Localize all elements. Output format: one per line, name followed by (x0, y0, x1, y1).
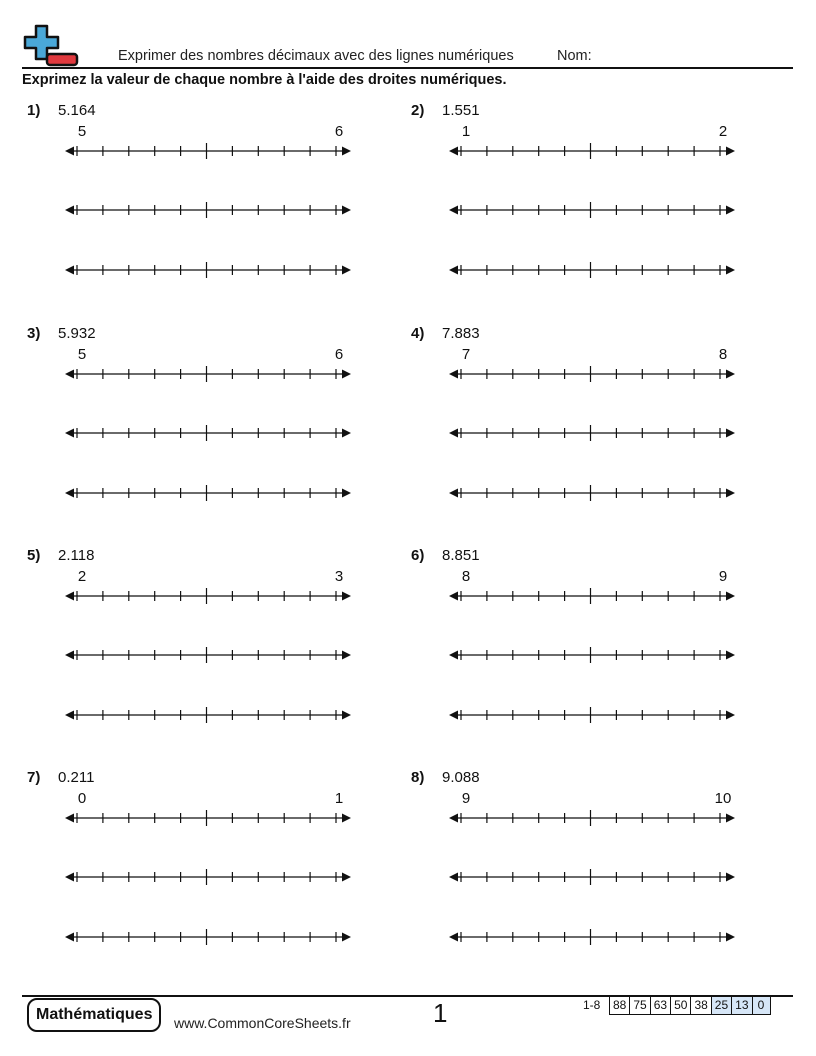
problem-number: 3) (27, 325, 41, 342)
right-arrow-icon (342, 206, 351, 215)
line-end-label: 8 (718, 346, 728, 363)
number-line-blank[interactable] (449, 705, 735, 725)
left-arrow-icon (449, 651, 458, 660)
right-arrow-icon (342, 147, 351, 156)
logo (22, 24, 80, 68)
score-cell: 0 (753, 996, 771, 1015)
line-end-label: 10 (714, 790, 732, 807)
problem-6 (411, 547, 771, 757)
score-cell: 25 (712, 996, 732, 1015)
left-arrow-icon (65, 147, 74, 156)
number-line-blank[interactable] (65, 705, 351, 725)
left-arrow-icon (65, 711, 74, 720)
right-arrow-icon (342, 370, 351, 379)
line-end-label: 6 (334, 123, 344, 140)
right-arrow-icon (726, 651, 735, 660)
left-arrow-icon (449, 489, 458, 498)
right-arrow-icon (342, 711, 351, 720)
right-arrow-icon (342, 592, 351, 601)
number-line-blank[interactable] (449, 200, 735, 220)
right-arrow-icon (726, 489, 735, 498)
number-line-blank[interactable] (449, 483, 735, 503)
left-arrow-icon (65, 489, 74, 498)
left-arrow-icon (449, 592, 458, 601)
number-line-blank[interactable] (65, 645, 351, 665)
problem-number: 4) (411, 325, 425, 342)
number-line-blank[interactable] (65, 483, 351, 503)
left-arrow-icon (65, 873, 74, 882)
right-arrow-icon (726, 873, 735, 882)
score-table (609, 996, 771, 1015)
number-line-blank[interactable] (65, 927, 351, 947)
right-arrow-icon (726, 370, 735, 379)
problem-number: 2) (411, 102, 425, 119)
left-arrow-icon (449, 873, 458, 882)
line-start-label: 1 (461, 123, 471, 140)
left-arrow-icon (65, 592, 74, 601)
line-end-label: 2 (718, 123, 728, 140)
instructions: Exprimez la valeur de chaque nombre à l'aide des droites numériques. (22, 72, 507, 88)
number-line-blank[interactable] (449, 927, 735, 947)
right-arrow-icon (726, 266, 735, 275)
problem-value: 9.088 (442, 769, 480, 786)
problem-2 (411, 102, 771, 312)
problem-value: 8.851 (442, 547, 480, 564)
subject-badge: Mathématiques (27, 998, 161, 1032)
number-line-labeled (449, 808, 735, 828)
score-cell: 13 (732, 996, 752, 1015)
number-line-blank[interactable] (449, 423, 735, 443)
line-end-label: 6 (334, 346, 344, 363)
right-arrow-icon (726, 814, 735, 823)
number-line-labeled (65, 586, 351, 606)
left-arrow-icon (65, 651, 74, 660)
line-end-label: 1 (334, 790, 344, 807)
left-arrow-icon (65, 814, 74, 823)
problem-1 (27, 102, 387, 312)
score-cell: 38 (691, 996, 711, 1015)
right-arrow-icon (342, 873, 351, 882)
problem-number: 8) (411, 769, 425, 786)
number-line-blank[interactable] (65, 867, 351, 887)
right-arrow-icon (726, 711, 735, 720)
right-arrow-icon (726, 147, 735, 156)
right-arrow-icon (726, 933, 735, 942)
number-line-blank[interactable] (65, 200, 351, 220)
header-divider (22, 67, 793, 69)
problem-3 (27, 325, 387, 535)
problem-number: 6) (411, 547, 425, 564)
line-start-label: 5 (77, 346, 87, 363)
left-arrow-icon (449, 429, 458, 438)
score-cell: 75 (630, 996, 650, 1015)
problem-value: 0.211 (58, 769, 95, 786)
right-arrow-icon (342, 266, 351, 275)
number-line-blank[interactable] (65, 260, 351, 280)
problem-number: 5) (27, 547, 41, 564)
left-arrow-icon (449, 206, 458, 215)
left-arrow-icon (449, 933, 458, 942)
right-arrow-icon (726, 206, 735, 215)
line-end-label: 3 (334, 568, 344, 585)
right-arrow-icon (342, 814, 351, 823)
line-start-label: 0 (77, 790, 87, 807)
problem-range: 1-8 (583, 998, 601, 1012)
number-line-labeled (65, 364, 351, 384)
line-end-label: 9 (718, 568, 728, 585)
line-start-label: 7 (461, 346, 471, 363)
number-line-labeled (65, 808, 351, 828)
line-start-label: 8 (461, 568, 471, 585)
left-arrow-icon (449, 711, 458, 720)
problem-5 (27, 547, 387, 757)
line-start-label: 2 (77, 568, 87, 585)
left-arrow-icon (65, 206, 74, 215)
left-arrow-icon (449, 814, 458, 823)
right-arrow-icon (342, 651, 351, 660)
left-arrow-icon (65, 370, 74, 379)
right-arrow-icon (342, 489, 351, 498)
right-arrow-icon (342, 429, 351, 438)
name-label: Nom: (557, 48, 592, 64)
problem-number: 1) (27, 102, 41, 119)
score-cell: 88 (610, 996, 630, 1015)
number-line-labeled (449, 586, 735, 606)
score-cell: 63 (651, 996, 671, 1015)
left-arrow-icon (449, 147, 458, 156)
problem-value: 1.551 (442, 102, 480, 119)
problem-value: 5.932 (58, 325, 96, 342)
right-arrow-icon (726, 429, 735, 438)
problem-7 (27, 769, 387, 979)
score-cell: 50 (671, 996, 691, 1015)
page-number: 1 (433, 998, 448, 1028)
number-line-blank[interactable] (449, 645, 735, 665)
website-link[interactable]: www.CommonCoreSheets.fr (174, 1015, 351, 1031)
problem-4 (411, 325, 771, 535)
left-arrow-icon (65, 429, 74, 438)
number-line-labeled (449, 364, 735, 384)
left-arrow-icon (449, 266, 458, 275)
line-start-label: 5 (77, 123, 87, 140)
worksheet-title: Exprimer des nombres décimaux avec des lignes numériques (118, 48, 514, 64)
problem-8 (411, 769, 771, 979)
number-line-labeled (449, 141, 735, 161)
number-line-blank[interactable] (65, 423, 351, 443)
number-line-labeled (65, 141, 351, 161)
left-arrow-icon (65, 266, 74, 275)
right-arrow-icon (726, 592, 735, 601)
right-arrow-icon (342, 933, 351, 942)
problem-number: 7) (27, 769, 41, 786)
number-line-blank[interactable] (449, 260, 735, 280)
number-line-blank[interactable] (449, 867, 735, 887)
left-arrow-icon (449, 370, 458, 379)
problem-value: 7.883 (442, 325, 480, 342)
problem-value: 5.164 (58, 102, 96, 119)
problem-value: 2.118 (58, 547, 95, 564)
left-arrow-icon (65, 933, 74, 942)
line-start-label: 9 (461, 790, 471, 807)
